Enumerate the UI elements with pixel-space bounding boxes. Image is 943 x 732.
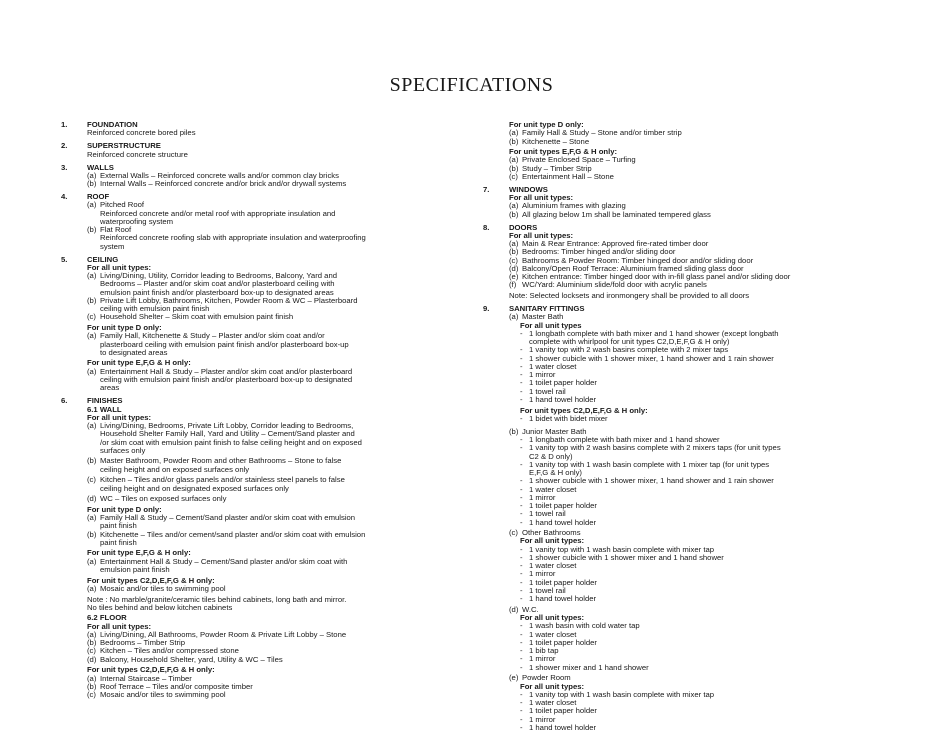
subheading: For all unit types: <box>509 230 574 240</box>
item-marker: (a) <box>87 421 97 431</box>
item-text: Entertainment Hall & Study – Plaster and/or skim coat and/or plasterboard <box>100 366 353 376</box>
item-text: ceiling height and on designated exposed surfaces only <box>100 483 289 493</box>
spec-section <box>483 305 893 732</box>
body-text: No tiles behind and below kitchen cabinets <box>87 602 233 612</box>
item-text: to designated areas <box>100 347 168 357</box>
dash-marker: - <box>520 544 523 554</box>
item-text: emulsion paint finish <box>100 564 170 574</box>
list-item <box>87 691 461 699</box>
subheading: For unit types C2,D,E,F,G & H only: <box>520 405 648 415</box>
item-text: WC/Yard: Aluminium slide/fold door with acrylic panels <box>522 280 707 290</box>
dash-marker: - <box>520 654 523 664</box>
item-text: 1 toilet paper holder <box>529 501 597 511</box>
item-text: ceiling with emulsion paint finish <box>100 304 210 314</box>
item-text: Master Bathroom, Powder Room and other Bathrooms – Stone to false <box>100 456 342 466</box>
item-marker: (b) <box>87 225 97 235</box>
subheading: For all unit types: <box>87 621 152 631</box>
item-text: 1 mirror <box>529 569 556 579</box>
item-text: Balcony/Open Roof Terrace: Aluminium framed sliding glass door <box>522 263 744 273</box>
list-item <box>87 272 461 297</box>
item-text: 1 shower mixer and 1 hand shower <box>529 662 649 672</box>
item-text: 1 shower cubicle with 1 shower mixer, 1 hand shower and 1 rain shower <box>529 353 774 363</box>
item-marker: (b) <box>87 638 97 648</box>
subheading: For all unit types <box>520 320 582 330</box>
item-text: Main & Rear Entrance: Approved fire-rated timber door <box>522 239 709 249</box>
dash-marker: - <box>520 413 523 423</box>
item-marker: (c) <box>87 312 96 322</box>
subheading: For all unit types: <box>87 412 152 422</box>
list-item <box>520 379 893 387</box>
subheading: For unit type E,F,G & H only: <box>87 358 191 368</box>
dash-marker: - <box>520 689 523 699</box>
item-marker: (a) <box>87 673 97 683</box>
item-text: Living/Dining, Bedrooms, Private Lift Lobby, Corridor leading to Bedrooms, <box>100 421 354 431</box>
dash-marker: - <box>520 501 523 511</box>
body-text: Reinforced concrete structure <box>87 149 188 159</box>
section-title: SUPERSTRUCTURE <box>87 141 161 151</box>
item-text: 1 hand towel holder <box>529 722 597 732</box>
dash-marker: - <box>520 561 523 571</box>
list-item <box>87 332 461 357</box>
subheading: For all unit types: <box>509 193 574 203</box>
section-number: 8. <box>483 222 490 232</box>
dash-marker: - <box>520 394 523 404</box>
item-text: Reinforced concrete roofing slab with appropriate insulation and waterproofing <box>100 233 366 243</box>
dash-list <box>509 330 893 404</box>
dash-marker: - <box>520 577 523 587</box>
spec-section <box>61 397 461 699</box>
item-text: WC – Tiles on exposed surfaces only <box>100 494 227 504</box>
list-item <box>520 363 893 371</box>
item-marker: (b) <box>509 163 519 173</box>
section-title: FINISHES <box>87 396 123 406</box>
item-text: 1 water closet <box>529 561 577 571</box>
item-text: Balcony, Household Shelter, yard, Utility & WC – Tiles <box>100 654 283 664</box>
item-marker: (c) <box>87 475 96 485</box>
list-item <box>87 313 461 321</box>
list-item <box>509 313 893 321</box>
item-marker: (a) <box>509 312 519 322</box>
dash-list <box>509 691 893 732</box>
dash-list <box>509 436 893 527</box>
subheading: For unit types E,F,G & H only: <box>509 147 618 157</box>
item-text: waterproofing system <box>100 216 174 226</box>
section-title: SANITARY FITTINGS <box>509 304 585 314</box>
subheading: For all unit types: <box>520 536 585 546</box>
spec-section <box>483 224 893 301</box>
item-text: ceiling height and on exposed surfaces only <box>100 464 250 474</box>
spec-section <box>483 121 893 181</box>
page-title: SPECIFICATIONS <box>389 74 554 96</box>
item-marker: (e) <box>509 673 519 683</box>
list-item <box>509 606 893 614</box>
item-text: Family Hall, Kitchenette & Study – Plaster and/or skim coat and/or <box>100 331 325 341</box>
item-marker: (b) <box>509 426 519 436</box>
item-text: Study – Timber Strip <box>522 163 592 173</box>
item-marker: (a) <box>509 128 519 138</box>
list-item <box>87 201 461 226</box>
item-text: External Walls – Reinforced concrete walls and/or common clay bricks <box>100 170 339 180</box>
item-text: 1 toilet paper holder <box>529 637 597 647</box>
dash-list <box>509 415 893 423</box>
dash-marker: - <box>520 637 523 647</box>
item-marker: (c) <box>509 528 518 538</box>
item-text: areas <box>100 383 120 393</box>
section-title: CEILING <box>87 254 119 264</box>
subheading: For all unit types: <box>87 262 152 272</box>
list-item <box>520 579 893 587</box>
item-text: 1 towel rail <box>529 509 566 519</box>
body-text: Note: Selected locksets and ironmongery shall be provided to all doors <box>509 291 750 301</box>
dash-list <box>509 546 893 604</box>
list-item <box>87 531 461 548</box>
dash-marker: - <box>520 698 523 708</box>
dash-marker: - <box>520 714 523 724</box>
item-text: 1 vanity top with 1 wash basin complete with 1 mixer tap (for unit types <box>529 459 770 469</box>
list-item <box>520 664 893 672</box>
dash-marker: - <box>520 353 523 363</box>
item-text: C2 & D only) <box>529 451 573 461</box>
list-item <box>87 585 461 593</box>
item-text: 1 hand towel holder <box>529 517 597 527</box>
item-text: 1 water closet <box>529 484 577 494</box>
item-text: 1 toilet paper holder <box>529 378 597 388</box>
item-text: W.C. <box>522 604 539 614</box>
item-text: Roof Terrace – Tiles and/or composite timber <box>100 681 253 691</box>
list-item <box>87 495 461 503</box>
item-text: 1 hand towel holder <box>529 394 597 404</box>
item-marker: (a) <box>87 556 97 566</box>
dash-marker: - <box>520 662 523 672</box>
item-marker: (b) <box>87 456 97 466</box>
section-number: 5. <box>61 254 68 264</box>
subheading: For unit types C2,D,E,F,G & H only: <box>87 665 215 675</box>
item-text: Other Bathrooms <box>522 528 581 538</box>
spec-section <box>61 142 461 159</box>
dash-marker: - <box>520 509 523 519</box>
item-text: Living/Dining, Utility, Corridor leading to Bedrooms, Balcony, Yard and <box>100 271 338 281</box>
item-marker: (c) <box>87 646 96 656</box>
dash-marker: - <box>520 621 523 631</box>
dash-marker: - <box>520 361 523 371</box>
dash-marker: - <box>520 492 523 502</box>
list-item <box>520 595 893 603</box>
list-item <box>509 211 893 219</box>
item-text: Private Enclosed Space – Turfing <box>522 155 636 165</box>
list-item <box>509 281 893 289</box>
left-column <box>61 121 461 699</box>
list-item <box>520 724 893 732</box>
dash-marker: - <box>520 370 523 380</box>
item-text: 1 mirror <box>529 370 556 380</box>
item-text: 1 hand towel holder <box>529 594 597 604</box>
item-text: Bedrooms: Timber hinged and/or sliding door <box>522 247 676 257</box>
list-item <box>520 486 893 494</box>
section-title: ROOF <box>87 192 110 202</box>
item-text: Bedrooms – Timber Strip <box>100 638 186 648</box>
item-marker: (b) <box>87 681 97 691</box>
item-marker: (b) <box>509 136 519 146</box>
item-text: Aluminium frames with glazing <box>522 201 626 211</box>
spec-section <box>61 193 461 251</box>
item-text: 1 mirror <box>529 654 556 664</box>
item-text: Entertainment Hall & Study – Cement/Sand plaster and/or skim coat with <box>100 556 348 566</box>
item-marker: (b) <box>87 179 97 189</box>
item-text: 1 vanity top with 2 wash basins complete with 2 mixers taps (for unit types <box>529 443 781 453</box>
dash-marker: - <box>520 484 523 494</box>
list-item <box>520 502 893 510</box>
item-marker: (a) <box>87 170 97 180</box>
item-text: paint finish <box>100 521 137 531</box>
dash-marker: - <box>520 706 523 716</box>
section-number: 2. <box>61 141 68 151</box>
section-number: 7. <box>483 184 490 194</box>
item-text: Reinforced concrete and/or metal roof with appropriate insulation and <box>100 208 336 218</box>
item-text: 1 towel rail <box>529 585 566 595</box>
item-text: ceiling with emulsion paint finish and/or plasterboard box-up to designated <box>100 374 353 384</box>
item-marker: (d) <box>87 494 97 504</box>
body-text: Reinforced concrete bored piles <box>87 128 196 138</box>
item-marker: (d) <box>87 654 97 664</box>
dash-marker: - <box>520 585 523 595</box>
item-marker: (c) <box>87 690 96 700</box>
item-text: 1 wash basin with cold water tap <box>529 621 640 631</box>
item-marker: (a) <box>87 629 97 639</box>
item-text: Flat Roof <box>100 225 132 235</box>
section-number: 6. <box>61 396 68 406</box>
item-marker: (a) <box>87 366 97 376</box>
item-marker: (b) <box>87 295 97 305</box>
list-item <box>87 476 461 493</box>
item-text: E,F,G & H only) <box>529 468 582 478</box>
item-text: Kitchen entrance: Timber hinged door with in-fill glass panel and/or sliding door <box>522 272 791 282</box>
item-text: 1 vanity top with 1 wash basin complete with mixer tap <box>529 689 715 699</box>
item-marker: (a) <box>509 201 519 211</box>
dash-marker: - <box>520 476 523 486</box>
item-marker: (b) <box>509 209 519 219</box>
subheading: For unit type D only: <box>87 504 162 514</box>
dash-marker: - <box>520 443 523 453</box>
section-title: FOUNDATION <box>87 120 138 129</box>
list-item <box>87 656 461 664</box>
item-text: Junior Master Bath <box>522 426 587 436</box>
item-marker: (c) <box>509 255 518 265</box>
list-item <box>520 647 893 655</box>
item-text: Internal Walls – Reinforced concrete and/or brick and/or drywall systems <box>100 179 347 189</box>
subheading: For unit type D only: <box>87 323 162 333</box>
dash-marker: - <box>520 646 523 656</box>
subheading: For all unit types: <box>520 681 585 691</box>
item-text: Household Shelter – Skim coat with emulsion paint finish <box>100 312 294 322</box>
dash-marker: - <box>520 459 523 469</box>
item-text: Household Shelter Family Hall, Yard and Utility – Cement/Sand plaster and <box>100 429 355 439</box>
list-item <box>509 138 893 146</box>
item-text: Bathrooms & Powder Room: Timber hinged door and/or sliding door <box>522 255 754 265</box>
dash-marker: - <box>520 722 523 732</box>
subheading: 6.2 FLOOR <box>87 613 127 623</box>
spec-section <box>61 121 461 138</box>
dash-marker: - <box>520 328 523 338</box>
item-text: Kitchenette – Stone <box>522 136 590 146</box>
list-item <box>87 226 461 251</box>
item-marker: (a) <box>87 271 97 281</box>
item-text: Kitchenette – Tiles and/or cement/sand plaster and/or skim coat with emulsion <box>100 529 366 539</box>
item-text: Kitchen – Tiles and/or compressed stone <box>100 646 239 656</box>
item-text: plasterboard ceiling with emulsion paint finish and/or plasterboard box-up <box>100 339 349 349</box>
item-marker: (a) <box>87 331 97 341</box>
item-text: 1 bidet with bidet mixer <box>529 413 608 423</box>
list-item <box>520 330 893 347</box>
dash-marker: - <box>520 435 523 445</box>
item-text: 1 toilet paper holder <box>529 577 597 587</box>
item-marker: (a) <box>509 239 519 249</box>
subheading: For unit type E,F,G & H only: <box>87 548 191 558</box>
item-marker: (b) <box>509 247 519 257</box>
list-item <box>509 529 893 537</box>
list-item <box>509 674 893 682</box>
item-text: 1 mirror <box>529 714 556 724</box>
section-number: 1. <box>61 120 68 129</box>
section-title: DOORS <box>509 222 538 232</box>
item-marker: (b) <box>87 529 97 539</box>
item-text: complete with whirlpool for unit types C2,D,E,F,G & H only) <box>529 337 730 347</box>
item-text: 1 bib tap <box>529 646 559 656</box>
section-title: WINDOWS <box>509 184 548 194</box>
dash-marker: - <box>520 517 523 527</box>
item-text: surfaces only <box>100 445 146 455</box>
item-text: 1 vanity top with 2 wash basins complete with 2 mixer taps <box>529 345 729 355</box>
item-text: system <box>100 241 125 251</box>
item-text: 1 shower cubicle with 1 shower mixer, 1 hand shower and 1 rain shower <box>529 476 774 486</box>
item-text: 1 mirror <box>529 492 556 502</box>
dash-marker: - <box>520 378 523 388</box>
list-item <box>87 297 461 314</box>
item-text: Master Bath <box>522 312 564 322</box>
list-item <box>520 444 893 461</box>
list-item <box>520 707 893 715</box>
list-item <box>520 519 893 527</box>
item-marker: (c) <box>509 171 518 181</box>
list-item <box>87 457 461 474</box>
section-number: 3. <box>61 162 68 172</box>
item-text: 1 water closet <box>529 361 577 371</box>
item-text: 1 longbath complete with bath mixer and 1 hand shower (except longbath <box>529 328 779 338</box>
item-text: Entertainment Hall – Stone <box>522 171 614 181</box>
subheading: For unit type D only: <box>509 120 584 129</box>
item-marker: (d) <box>509 263 519 273</box>
subheading: For unit types C2,D,E,F,G & H only: <box>87 575 215 585</box>
item-marker: (e) <box>509 272 519 282</box>
item-text: Private Lift Lobby, Bathrooms, Kitchen, Powder Room & WC – Plasterboard <box>100 295 358 305</box>
item-marker: (a) <box>87 200 97 210</box>
item-marker: (f) <box>509 280 517 290</box>
list-item <box>87 514 461 531</box>
item-text: Pitched Roof <box>100 200 145 210</box>
item-text: Kitchen – Tiles and/or glass panels and/or stainless steel panels to false <box>100 475 345 485</box>
list-item <box>87 558 461 575</box>
item-text: 1 water closet <box>529 698 577 708</box>
subheading: 6.1 WALL <box>87 404 122 414</box>
spec-section <box>61 256 461 393</box>
list-item <box>520 562 893 570</box>
body-text: Note : No marble/granite/ceramic tiles behind cabinets, long bath and mirror. <box>87 594 347 604</box>
item-text: 1 longbath complete with bath mixer and 1 hand shower <box>529 435 720 445</box>
item-text: Mosaic and/or tiles to swimming pool <box>100 690 226 700</box>
dash-marker: - <box>520 629 523 639</box>
item-marker: (d) <box>509 604 519 614</box>
list-item <box>520 415 893 423</box>
item-text: 1 shower cubicle with 1 shower mixer and 1 hand shower <box>529 552 724 562</box>
item-text: 1 towel rail <box>529 386 566 396</box>
item-text: All glazing below 1m shall be laminated tempered glass <box>522 209 711 219</box>
dash-marker: - <box>520 594 523 604</box>
list-item <box>87 368 461 393</box>
dash-marker: - <box>520 345 523 355</box>
list-item <box>87 422 461 455</box>
item-marker: (a) <box>509 155 519 165</box>
item-text: Family Hall & Study – Cement/Sand plaster and/or skim coat with emulsion <box>100 513 356 523</box>
item-marker: (a) <box>87 583 97 593</box>
item-text: Mosaic and/or tiles to swimming pool <box>100 583 226 593</box>
item-text: 1 water closet <box>529 629 577 639</box>
spec-section <box>483 186 893 219</box>
list-item <box>520 639 893 647</box>
item-text: /or skim coat with emulsion paint finish to false ceiling height and on exposed <box>100 437 362 447</box>
dash-marker: - <box>520 569 523 579</box>
item-text: emulsion paint finish and/or plasterboard box-up to designated areas <box>100 287 334 297</box>
right-column <box>483 121 893 732</box>
dash-list <box>509 622 893 672</box>
list-item <box>520 396 893 404</box>
subheading: For all unit types: <box>520 613 585 623</box>
list-item <box>520 461 893 478</box>
item-marker: (a) <box>87 513 97 523</box>
dash-marker: - <box>520 552 523 562</box>
item-text: 1 toilet paper holder <box>529 706 597 716</box>
list-item <box>87 180 461 188</box>
section-number: 9. <box>483 304 490 314</box>
item-text: 1 vanity top with 1 wash basin complete with mixer tap <box>529 544 715 554</box>
item-text: Living/Dining, All Bathrooms, Powder Room & Private Lift Lobby – Stone <box>100 629 347 639</box>
item-text: Internal Staircase – Timber <box>100 673 192 683</box>
section-number: 4. <box>61 192 68 202</box>
section-title: WALLS <box>87 162 114 172</box>
item-text: Bedrooms – Plaster and/or skim coat and/or plasterboard ceiling with <box>100 279 335 289</box>
item-text: paint finish <box>100 537 137 547</box>
spec-section <box>61 164 461 189</box>
item-text: Powder Room <box>522 673 571 683</box>
dash-marker: - <box>520 386 523 396</box>
item-text: Family Hall & Study – Stone and/or timber strip <box>522 128 682 138</box>
list-item <box>509 173 893 181</box>
